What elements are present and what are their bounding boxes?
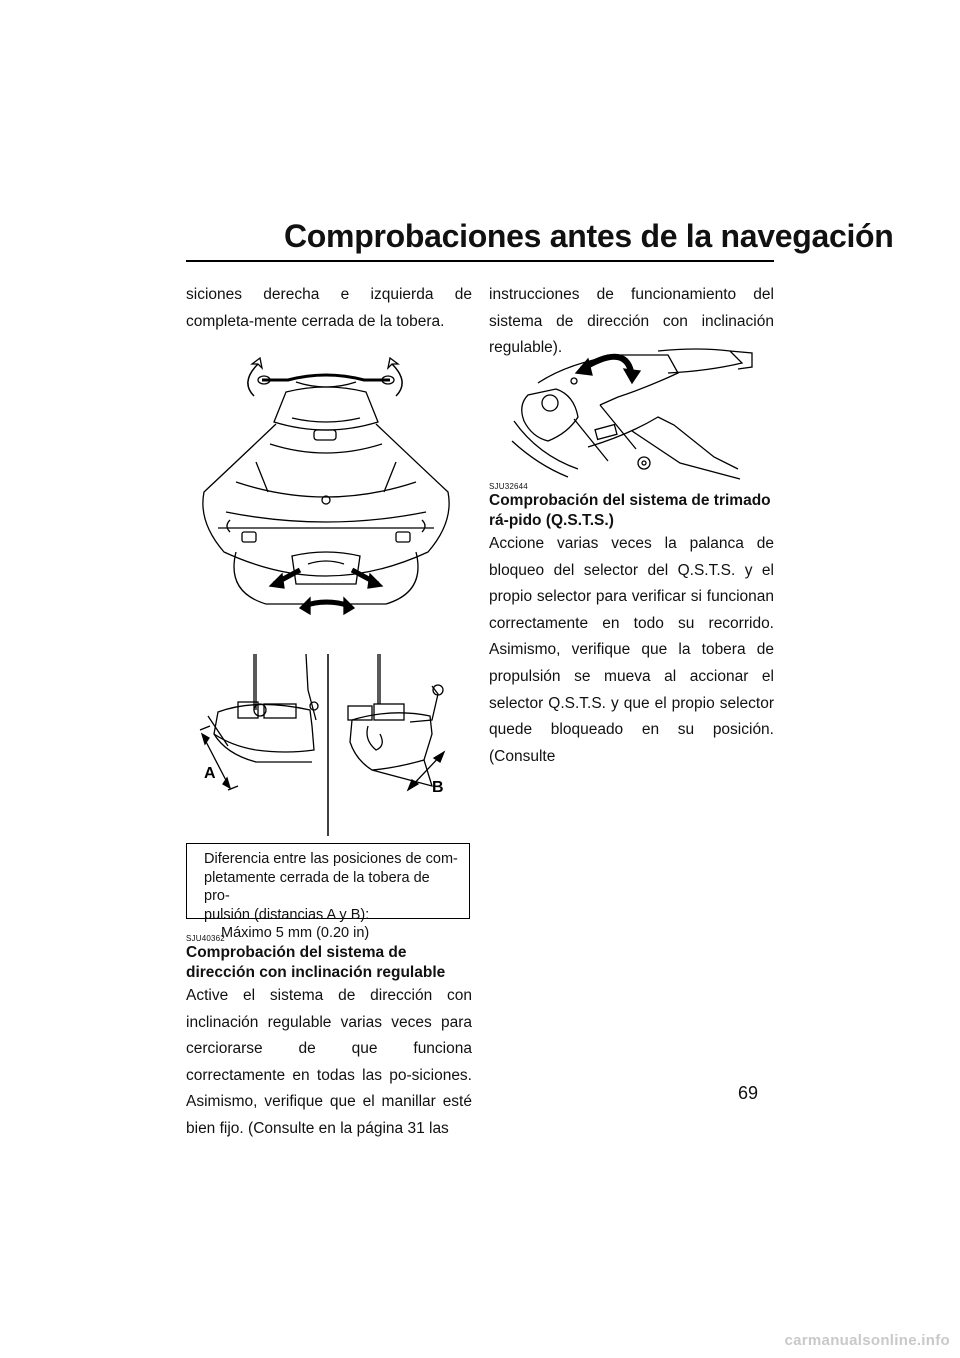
section-heading: Comprobación del sistema de trimado rá-pido (Q.S.T.S.) [489,492,771,529]
note-line: pulsión (distancias A y B): [204,906,370,923]
watermark: carmanualsonline.info [784,1332,950,1349]
section-code: SJU32644 [489,482,528,491]
section-body: Accione varias veces la palanca de bloqueo del selector del Q.S.T.S. y el propio selector para verificar si funcionan correctamente en todo su recorrido. Asimismo, verifique que la tobera de propulsión se mueva al accionar el selector Q.S.T.S. y que el propio selector quede bloqueado en su posición. (Consulte [489,535,774,765]
distance-label-a: A [204,765,216,782]
nozzle-distance-illustration [196,650,456,838]
distance-label-b: B [432,779,444,796]
qsts-section [489,482,774,770]
right-intro-text: instrucciones de funcionamiento del sistema de dirección con inclinación regulable). [489,286,774,357]
page-number: 69 [738,1083,759,1103]
note-line: pletamente cerrada de la tobera de pro- [204,869,430,904]
header-divider [186,260,774,262]
page-title: Comprobaciones antes de la navegación [284,218,894,254]
left-intro-text: siciones derecha e izquierda de completa-mente cerrada de la tobera. [186,286,472,330]
section-code: SJU40362 [186,934,225,943]
watercraft-rear-illustration [196,352,456,632]
note-line: Diferencia entre las posiciones de com- [204,851,458,867]
section-body: Active el sistema de dirección con inclinación regulable varias veces para cerciorarse de que funciona correctamente en todas las po-siciones. Asimismo, verifique que el manillar esté bien fijo. (Consulte en la página 31 las [186,987,472,1137]
section-heading: Comprobación del sistema de dirección con inclinación regulable [186,944,446,981]
tilt-steering-illustration [508,345,758,480]
steering-section [186,934,472,1143]
note-max-value: Máximo 5 mm (0.20 in) [221,925,370,941]
